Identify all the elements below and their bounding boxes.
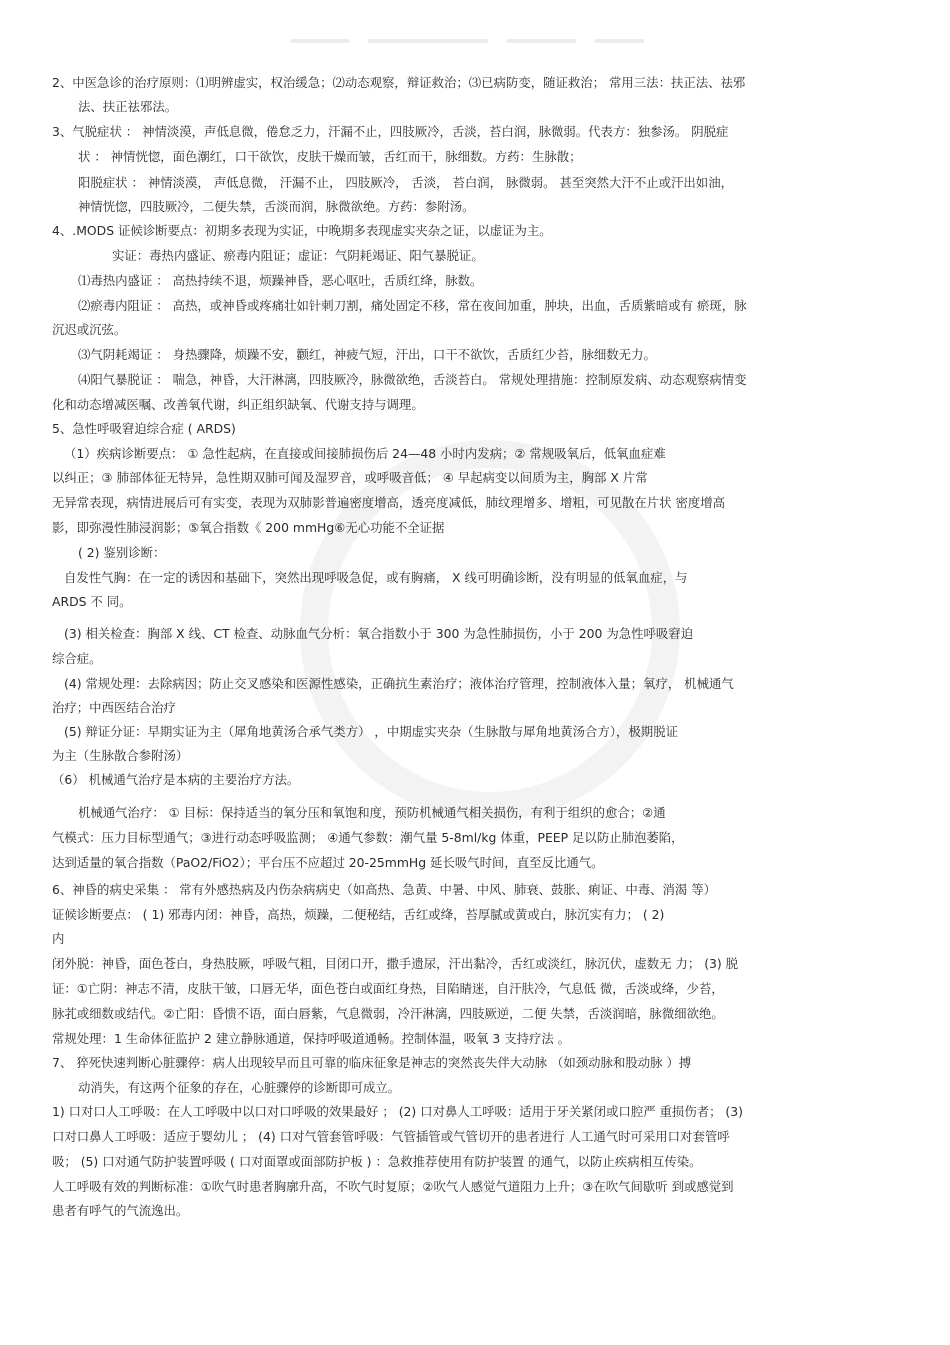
text-line: (3) 相关检查：胸部 X 线、CT 检查、动脉血气分析：氧合指数小于 300 为急性肺损伤，小于 200 为急性呼吸窘迫 — [64, 626, 694, 641]
text-line: 1) 口对口人工呼吸：在人工呼吸中以口对口呼吸的效果最好 ； (2) 口对鼻人工呼吸：适用于牙关紧闭或口腔严 重损伤者； (3) — [52, 1104, 743, 1119]
text-line: ⑴毒热内盛证 ： 高热持续不退，烦躁神昏，恶心呕吐，舌质红绛，脉数。 — [78, 273, 483, 288]
faint-header — [290, 28, 670, 34]
text-line: 4、.MODS 证候诊断要点：初期多表现为实证，中晚期多表现虚实夹杂之证，以虚证为主。 — [52, 223, 552, 238]
text-line: 6、神昏的病史采集 ： 常有外感热病及内伤杂病病史（如高热、急黄、中暑、中风、肺衰、鼓胀、痢证、中毒、消渴 等） — [52, 882, 717, 897]
text-line: 吸； (5) 口对通气防护装置呼吸 ( 口对面罩或面部防护板 ) ：急救推荐使用有防护装置 的通气，以防止疾病相互传染。 — [52, 1154, 702, 1169]
text-line: ⑷阳气暴脱证 ： 喘急，神昏，大汗淋漓，四肢厥冷，脉微欲绝，舌淡苔白。 常规处理措施：控制原发病、动态观察病情变 — [78, 372, 747, 387]
text-line: 证候诊断要点： ( 1) 邪毒内闭：神昏，高热，烦躁，二便秘结，舌红或绛，苔厚腻或黄或白，脉沉实有力； ( 2) — [52, 907, 665, 922]
text-line: 自发性气胸：在一定的诱因和基础下，突然出现呼吸急促，或有胸痛， X 线可明确诊断，没有明显的低氧血症，与 — [64, 570, 688, 585]
text-line: 沉迟或沉弦。 — [52, 322, 127, 337]
text-line: ⑶气阴耗竭证 ： 身热骤降，烦躁不安，颧红，神疲气短，汗出，口干不欲饮，舌质红少苔，脉细数无力。 — [78, 347, 656, 362]
text-line: 2、中医急诊的治疗原则：⑴明辨虚实，权治缓急；⑵动态观察，辩证救治；⑶已病防变，随证救治； 常用三法：扶正法、祛邪 — [52, 75, 746, 90]
text-line: ARDS 不 同。 — [52, 594, 132, 609]
text-line: 以纠正；③ 肺部体征无特异，急性期双肺可闻及湿罗音，或呼吸音低； ④ 早起病变以间质为主，胸部 X 片常 — [52, 470, 648, 485]
text-line: 证：①亡阴：神志不清，皮肤干皱，口唇无华，面色苍白或面红身热，目陷睛迷，自汗肤冷，气息低 微，舌淡或绛，少苔， — [52, 981, 724, 996]
text-line: 气模式：压力目标型通气；③进行动态呼吸监测； ④通气参数：潮气量 5-8ml/kg 体重，PEEP 足以防止肺泡萎陷， — [52, 830, 684, 845]
text-line: 影，即弥漫性肺浸润影；⑤氧合指数《 200 mmHg⑥无心功能不全证据 — [52, 520, 445, 535]
text-line: 人工呼吸有效的判断标准：①吹气时患者胸廓升高，不吹气时复原；②吹气人感觉气道阻力上升；③在吹气间歇听 到或感觉到 — [52, 1179, 734, 1194]
text-line: 为主（生脉散合参附汤） — [52, 748, 189, 763]
text-line: 动消失，有这两个征象的存在，心脏骤停的诊断即可成立。 — [78, 1080, 401, 1095]
text-line: 状 ： 神情恍惚，面色潮红，口干欲饮，皮肤干燥而皱，舌红而干，脉细数。方药：生脉散； — [78, 149, 582, 164]
text-line: 无异常表现，病情进展后可有实变，表现为双肺影普遍密度增高，透亮度减低，肺纹理增多、增粗，可见散在片状 密度增高 — [52, 495, 726, 510]
text-line: 机械通气治疗： ① 目标：保持适当的氧分压和氧饱和度，预防机械通气相关损伤，有利于组织的愈合；②通 — [78, 805, 666, 820]
text-line: 神情恍惚，四肢厥冷，二便失禁，舌淡而润，脉微欲绝。方药：参附汤。 — [78, 199, 475, 214]
section-heading: 5、急性呼吸窘迫综合症 ( ARDS) — [52, 421, 236, 436]
text-line: 达到适量的氧合指数（PaO2/FiO2）；平台压不应超过 20-25mmHg 延长吸气时间，直至反比通气。 — [52, 855, 604, 870]
text-line: 3、气脱症状 ： 神情淡漠，声低息微，倦怠乏力，汗漏不止，四肢厥冷，舌淡，苔白润，脉微弱。代表方：独参汤。 阴脱症 — [52, 124, 729, 139]
text-line: 脉芤或细数或结代。②亡阳：昏愦不语，面白唇紫，气息微弱，冷汗淋漓，四肢厥逆，二便 失禁，舌淡润暗，脉微细欲绝。 — [52, 1006, 724, 1021]
text-line: 综合症。 — [52, 651, 102, 666]
text-line: 法、扶正祛邪法。 — [78, 99, 178, 114]
text-line: 治疗；中西医结合治疗 — [52, 700, 176, 715]
text-line: 阳脱症状 ： 神情淡漠， 声低息微， 汗漏不止， 四肢厥冷， 舌淡， 苔白润， 脉微弱。 甚至突然大汗不止或汗出如油， — [78, 175, 733, 190]
text-line: (5) 辩证分证：早期实证为主（犀角地黄汤合承气类方） ，中期虚实夹杂（生脉散与犀角地黄汤合方），极期脱证 — [64, 724, 678, 739]
text-line: 患者有呼气的气流逸出。 — [52, 1203, 189, 1218]
text-line: 口对口鼻人工呼吸：适应于婴幼儿 ； (4) 口对气管套管呼吸：气管插管或气管切开的患者进行 人工通气时可采用口对套管呼 — [52, 1129, 730, 1144]
text-line: 7、 猝死快速判断心脏骤停：病人出现较早而且可靠的临床征象是神志的突然丧失伴大动脉 （如颈动脉和股动脉 ）搏 — [52, 1055, 692, 1070]
text-line: （1）疾病诊断要点： ① 急性起病，在直接或间接肺损伤后 24—48 小时内发病；② 常规吸氧后，低氧血症难 — [64, 446, 666, 461]
text-line: 闭外脱：神昏，面色苍白，身热肢厥，呼吸气粗，目闭口开，撒手遗尿，汗出黏冷，舌红或淡红，脉沉伏，虚数无 力； (3) 脱 — [52, 956, 739, 971]
text-line: 常规处理：1 生命体征监护 2 建立静脉通道，保持呼吸道通畅。控制体温，吸氧 3 支持疗法 。 — [52, 1031, 571, 1046]
text-line: (4) 常规处理：去除病因；防止交叉感染和医源性感染，正确抗生素治疗；液体治疗管理，控制液体入量；氧疗， 机械通气 — [64, 676, 734, 691]
text-line: ( 2) 鉴别诊断： — [78, 545, 166, 560]
text-line: （6） 机械通气治疗是本病的主要治疗方法。 — [52, 772, 300, 787]
text-line: 实证：毒热内盛证、瘀毒内阻证；虚证：气阴耗竭证、阳气暴脱证。 — [112, 248, 484, 263]
text-line: ⑵瘀毒内阻证 ： 高热，或神昏或疼痛壮如针刺刀割，痛处固定不移，常在夜间加重，肿块，出血，舌质紫暗或有 瘀斑，脉 — [78, 298, 747, 313]
text-line: 内 — [52, 931, 65, 946]
text-line: 化和动态增减医嘱、改善氧代谢，纠正组织缺氧、代谢支持与调理。 — [52, 397, 424, 412]
